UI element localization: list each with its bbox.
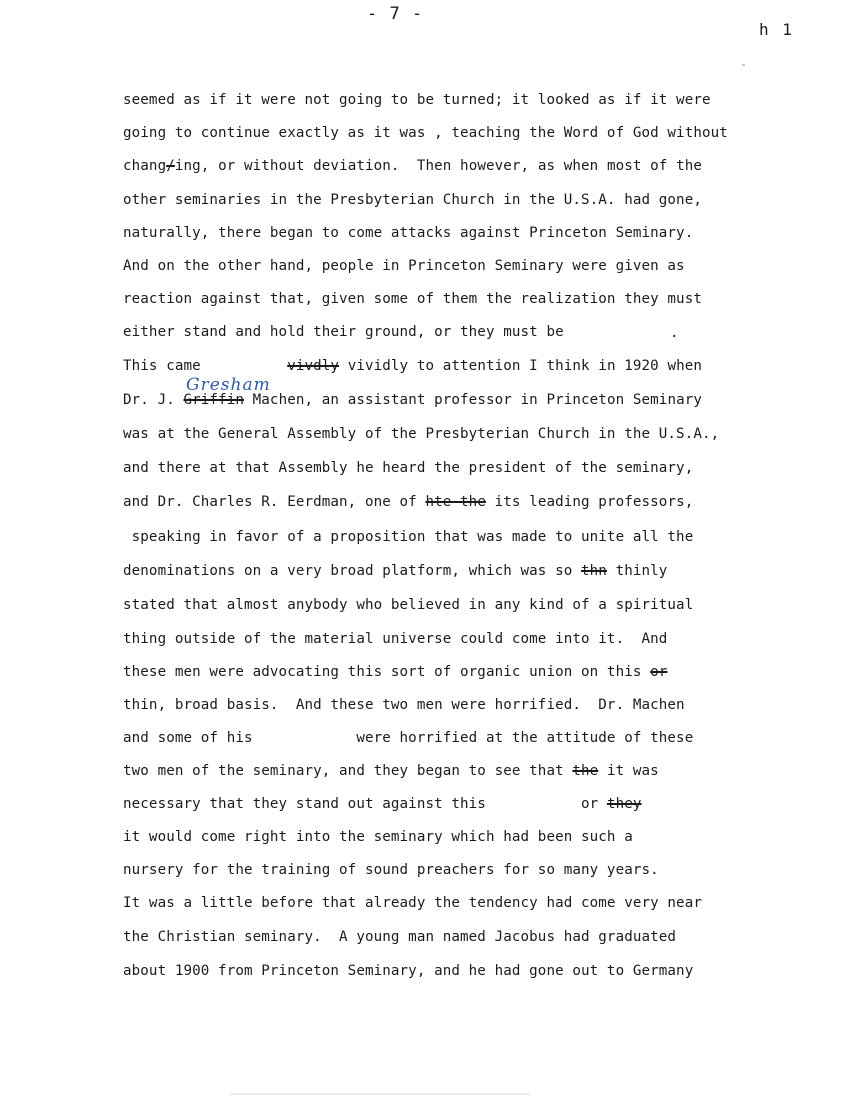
text-line: nursery for the training of sound preachers for so many years. [123,862,659,878]
text-line: It was a little before that already the tendency had come very near [123,895,702,911]
text-line: seemed as if it were not going to be turned; it looked as if it were [123,92,711,108]
text-line: going to continue exactly as it was , teaching the Word of God without [123,125,728,141]
text-line: either stand and hold their ground, or they must be [123,324,564,340]
text-line: thin, broad basis. And these two men were horrified. Dr. Machen [123,697,685,713]
strikethrough-text: the [572,763,599,779]
text-line: And on the other hand, people in Princeton Seminary were given as [123,258,685,274]
scan-edge-shadow [230,1093,530,1095]
strikethrough-text: / [166,158,175,174]
handwritten-correction: Gresham [186,375,271,395]
text-line: the Christian seminary. A young man named Jacobus had graduated [123,929,677,945]
scan-mark [742,64,745,66]
strikethrough-text: thn [581,563,607,579]
text-line: This came vivdly vividly to attention I think in 1920 when [123,358,703,374]
strikethrough-text: Griffin [183,392,244,408]
text-line: it would come right into the seminary which had been such a [123,829,633,845]
text-line: necessary that they stand out against this or they [123,796,642,812]
strikethrough-text: hte the [425,494,486,510]
text-line: other seminaries in the Presbyterian Church in the U.S.A. had gone, [123,192,702,208]
text-line: chang/ing, or without deviation. Then however, as when most of the [123,158,703,174]
strikethrough-text: or [650,664,668,680]
strikethrough-text: they [606,796,642,812]
text-line: thing outside of the material universe could come into it. And [123,631,668,647]
text-line: denominations on a very broad platform, which was so thn thinly [123,563,668,579]
stray-period: . [670,325,679,341]
text-line: was at the General Assembly of the Presbyterian Church in the U.S.A., [123,426,720,442]
text-line: about 1900 from Princeton Seminary, and he had gone out to Germany [123,963,694,979]
strikethrough-text: vivdly [287,358,340,374]
page-number: - 7 - [367,4,424,24]
text-line: Dr. J. Griffin Machen, an assistant professor in Princeton Seminary [123,392,703,408]
text-line: speaking in favor of a proposition that was made to unite all the [123,529,694,545]
text-line: stated that almost anybody who believed in any kind of a spiritual [123,597,694,613]
text-line: and there at that Assembly he heard the president of the seminary, [123,460,694,476]
text-line: and some of his were horrified at the attitude of these [123,730,694,746]
text-line: two men of the seminary, and they began to see that the it was [123,763,659,779]
document-id: h 1 [759,20,794,39]
text-line: reaction against that, given some of them the realization they must [123,291,702,307]
text-line: these men were advocating this sort of organic union on this or [123,664,668,680]
text-line: naturally, there began to come attacks against Princeton Seminary. [123,225,694,241]
text-line: and Dr. Charles R. Eerdman, one of hte the its leading professors, [123,494,694,510]
